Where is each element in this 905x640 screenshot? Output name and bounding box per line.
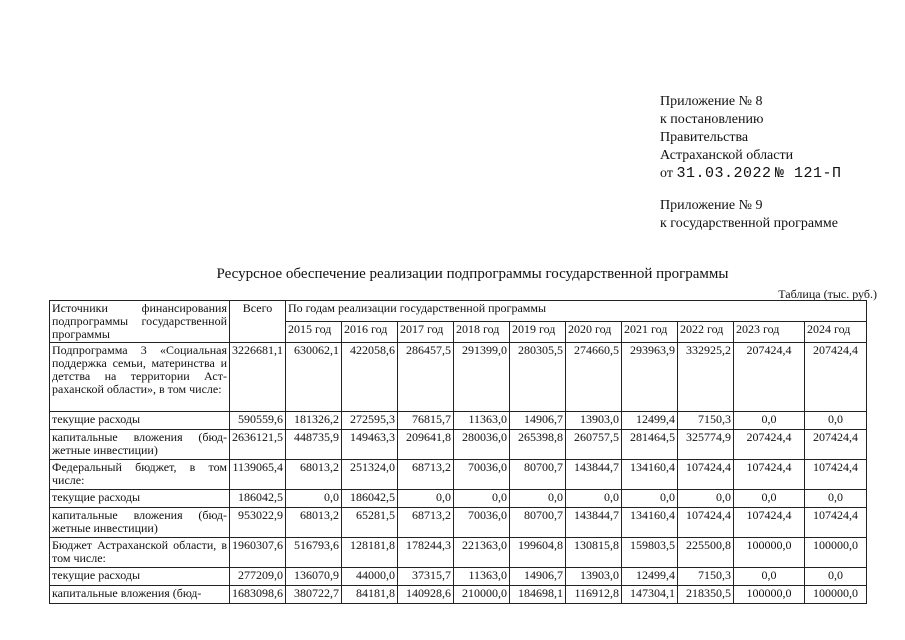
year-value-cell: 0,0 [734,490,805,508]
year-value-cell: 293963,9 [622,343,678,412]
year-value-cell: 280036,0 [454,430,510,460]
year-value-cell: 100000,0 [734,538,805,568]
year-value-cell: 291399,0 [454,343,510,412]
table-row [50,586,867,604]
header-year-cell: 2018 год [454,322,510,343]
year-value-cell: 100000,0 [805,538,867,568]
year-value-cell: 0,0 [566,490,622,508]
header-year-cell: 2019 год [510,322,566,343]
year-value-cell: 516793,6 [286,538,342,568]
year-value-cell: 76815,7 [398,412,454,430]
appendix-9-block [660,197,838,233]
table-row [50,343,867,412]
year-value-cell: 0,0 [805,568,867,586]
year-value-cell: 143844,7 [566,460,622,490]
year-value-cell: 12499,4 [622,568,678,586]
header-total: Всего [230,301,286,343]
appendix-8-date-line [660,165,841,183]
year-value-cell: 280305,5 [510,343,566,412]
year-value-cell: 225500,8 [678,538,734,568]
table-row [50,460,867,490]
year-value-cell: 218350,5 [678,586,734,604]
year-value-cell: 207424,4 [734,343,805,412]
document-title: Ресурсное обеспечение реализации подпрограммы государственной программы [216,266,729,282]
year-value-cell: 286457,5 [398,343,454,412]
row-label: текущие расходы [50,412,230,430]
year-value-cell: 448735,9 [286,430,342,460]
appendix-8-line3: Правительства [660,130,749,145]
appendix-9-line1: Приложение № 9 [660,198,763,213]
year-value-cell: 143844,7 [566,508,622,538]
appendix-8-line1: Приложение № 8 [660,94,763,109]
year-value-cell: 80700,7 [510,508,566,538]
year-value-cell: 221363,0 [454,538,510,568]
year-value-cell: 380722,7 [286,586,342,604]
year-value-cell: 630062,1 [286,343,342,412]
year-value-cell: 107424,4 [678,508,734,538]
year-value-cell: 14906,7 [510,568,566,586]
year-value-cell: 149463,3 [342,430,398,460]
year-value-cell: 107424,4 [734,460,805,490]
year-value-cell: 140928,6 [398,586,454,604]
table-units-note: Таблица (тыс. руб.) [778,287,877,301]
year-value-cell: 281464,5 [622,430,678,460]
total-cell: 590559,6 [230,412,286,430]
row-label: Бюджет Астраханской области, в том числе: [50,538,230,568]
year-value-cell: 13903,0 [566,568,622,586]
year-value-cell: 14906,7 [510,412,566,430]
row-label: Федеральный бюджет, в том числе: [50,460,230,490]
year-value-cell: 134160,4 [622,508,678,538]
year-value-cell: 12499,4 [622,412,678,430]
year-value-cell: 147304,1 [622,586,678,604]
header-year-cell: 2023 год [734,322,805,343]
year-value-cell: 181326,2 [286,412,342,430]
year-value-cell: 100000,0 [805,586,867,604]
header-year-cell: 2024 год [805,322,867,343]
year-value-cell: 0,0 [678,490,734,508]
header-year-cell: 2021 год [622,322,678,343]
year-value-cell: 199604,8 [510,538,566,568]
year-value-cell: 44000,0 [342,568,398,586]
year-value-cell: 11363,0 [454,412,510,430]
header-year-cell: 2016 год [342,322,398,343]
table-row [50,508,867,538]
appendix-8-block [660,93,841,183]
header-year-cell: 2017 год [398,322,454,343]
year-value-cell: 0,0 [398,490,454,508]
table-row [50,538,867,568]
row-label: текущие расходы [50,568,230,586]
year-value-cell: 207424,4 [734,430,805,460]
year-value-cell: 422058,6 [342,343,398,412]
year-value-cell: 0,0 [622,490,678,508]
year-value-cell: 107424,4 [805,460,867,490]
table-row [50,490,867,508]
total-cell: 1139065,4 [230,460,286,490]
year-value-cell: 68013,2 [286,460,342,490]
total-cell: 186042,5 [230,490,286,508]
year-value-cell: 7150,3 [678,412,734,430]
year-value-cell: 13903,0 [566,412,622,430]
year-value-cell: 209641,8 [398,430,454,460]
year-value-cell: 0,0 [510,490,566,508]
table-row [50,430,867,460]
year-value-cell: 136070,9 [286,568,342,586]
year-value-cell: 0,0 [805,490,867,508]
year-value-cell: 130815,8 [566,538,622,568]
year-value-cell: 207424,4 [805,343,867,412]
year-value-cell: 186042,5 [342,490,398,508]
year-value-cell: 68713,2 [398,460,454,490]
year-value-cell: 325774,9 [678,430,734,460]
row-label: капитальные вложения (бюд- [50,586,230,604]
year-value-cell: 272595,3 [342,412,398,430]
year-value-cell: 116912,8 [566,586,622,604]
year-value-cell: 68013,2 [286,508,342,538]
number-stamp: № 121-П [774,165,842,182]
year-value-cell: 65281,5 [342,508,398,538]
year-value-cell: 260757,5 [566,430,622,460]
total-cell: 1683098,6 [230,586,286,604]
year-value-cell: 207424,4 [805,430,867,460]
year-value-cell: 265398,8 [510,430,566,460]
year-value-cell: 332925,2 [678,343,734,412]
year-value-cell: 68713,2 [398,508,454,538]
header-source: Источники финансирования подпрограммы государственной программы [50,301,230,343]
year-value-cell: 128181,8 [342,538,398,568]
year-value-cell: 0,0 [454,490,510,508]
header-years-group: По годам реализации государственной программы [286,301,867,322]
year-value-cell: 107424,4 [734,508,805,538]
year-value-cell: 274660,5 [566,343,622,412]
row-label: капитальные вложения (бюджетные инвестиции) [50,430,230,460]
appendix-8-line4: Астраханской области [660,148,794,163]
year-value-cell: 210000,0 [454,586,510,604]
year-value-cell: 37315,7 [398,568,454,586]
year-value-cell: 184698,1 [510,586,566,604]
table-row [50,412,867,430]
year-value-cell: 0,0 [734,412,805,430]
year-value-cell: 80700,7 [510,460,566,490]
header-year-cell: 2015 год [286,322,342,343]
table-row [50,568,867,586]
year-value-cell: 70036,0 [454,508,510,538]
total-cell: 2636121,5 [230,430,286,460]
year-value-cell: 7150,3 [678,568,734,586]
row-label: капитальные вложения (бюджетные инвестиции) [50,508,230,538]
year-value-cell: 11363,0 [454,568,510,586]
header-year-cell: 2020 год [566,322,622,343]
year-value-cell: 107424,4 [805,508,867,538]
year-value-cell: 0,0 [734,568,805,586]
resource-table [49,300,867,604]
row-label: текущие расходы [50,490,230,508]
year-value-cell: 84181,8 [342,586,398,604]
year-value-cell: 159803,5 [622,538,678,568]
total-cell: 953022,9 [230,508,286,538]
header-year-cell: 2022 год [678,322,734,343]
year-value-cell: 251324,0 [342,460,398,490]
appendix-8-line2: к постановлению [660,112,764,127]
date-stamp: 31.03.2022 [676,165,772,182]
total-cell: 3226681,1 [230,343,286,412]
date-prefix: от [660,166,673,181]
year-value-cell: 0,0 [286,490,342,508]
total-cell: 1960307,6 [230,538,286,568]
year-value-cell: 0,0 [805,412,867,430]
year-value-cell: 178244,3 [398,538,454,568]
row-label: Подпрограмма 3 «Социальная поддержка семьи, материнства и детства на территории Астраханской области», в том числе: [50,343,230,412]
appendix-9-line2: к государственной программе [660,216,838,231]
total-cell: 277209,0 [230,568,286,586]
year-value-cell: 107424,4 [678,460,734,490]
year-value-cell: 70036,0 [454,460,510,490]
year-value-cell: 134160,4 [622,460,678,490]
year-value-cell: 100000,0 [734,586,805,604]
